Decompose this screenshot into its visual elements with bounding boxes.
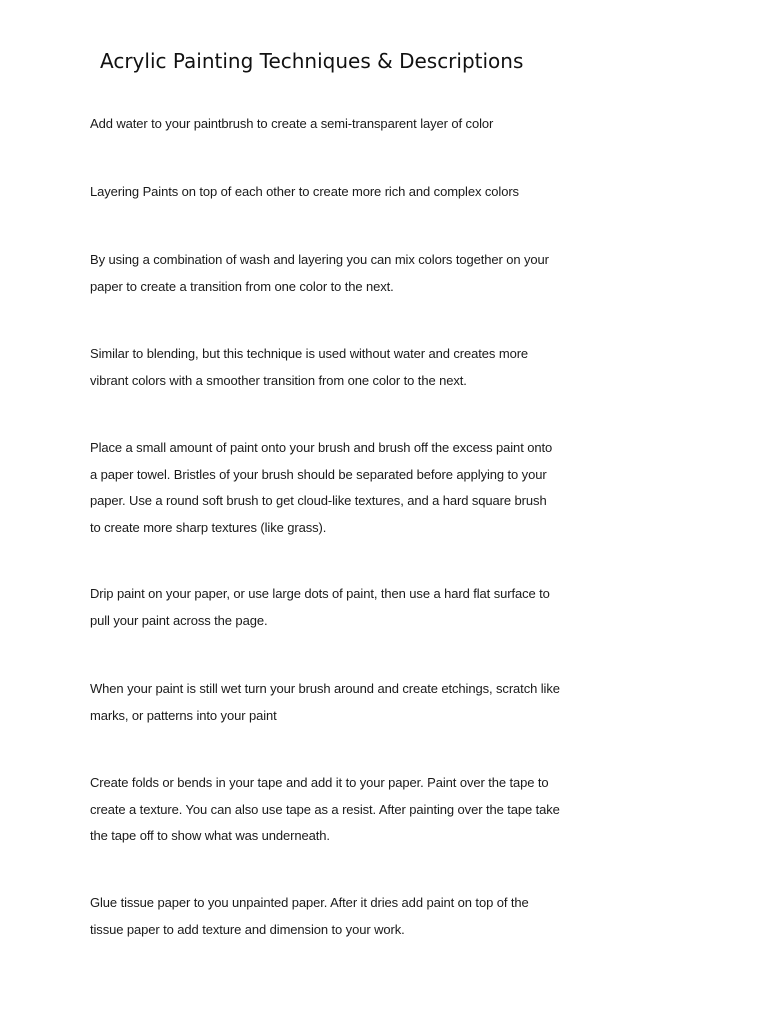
technique-description: Place a small amount of paint onto your brush and brush off the excess paint onto a paper towel. Bristles of your brush should be separated before applying to your paper. Use a round soft brush to get cloud-like textures, and a hard square brush to create more sharp textures (like grass). [90,440,553,535]
technique-description: Similar to blending, but this technique is used without water and creates more vibrant colors with a smoother transition from one color to the next. [90,346,529,388]
technique-description: Layering Paints on top of each other to create more rich and complex colors [90,184,519,199]
technique-description: When your paint is still wet turn your brush around and create etchings, scratch like marks, or patterns into your paint [90,681,560,723]
technique-description: Glue tissue paper to you unpainted paper. After it dries add paint on top of the tissue paper to add texture and dimension to your work. [90,895,529,937]
page-title: Acrylic Painting Techniques & Descriptions [100,49,524,73]
technique-description: Create folds or bends in your tape and add it to your paper. Paint over the tape to create a texture. You can also use tape as a resist. After painting over the tape take the tape off to show what was underneath. [90,775,560,843]
technique-description: Drip paint on your paper, or use large dots of paint, then use a hard flat surface to pull your paint across the page. [90,586,550,628]
technique-description: By using a combination of wash and layering you can mix colors together on your paper to create a transition from one color to the next. [90,252,549,294]
technique-description: Add water to your paintbrush to create a semi-transparent layer of color [90,116,494,131]
